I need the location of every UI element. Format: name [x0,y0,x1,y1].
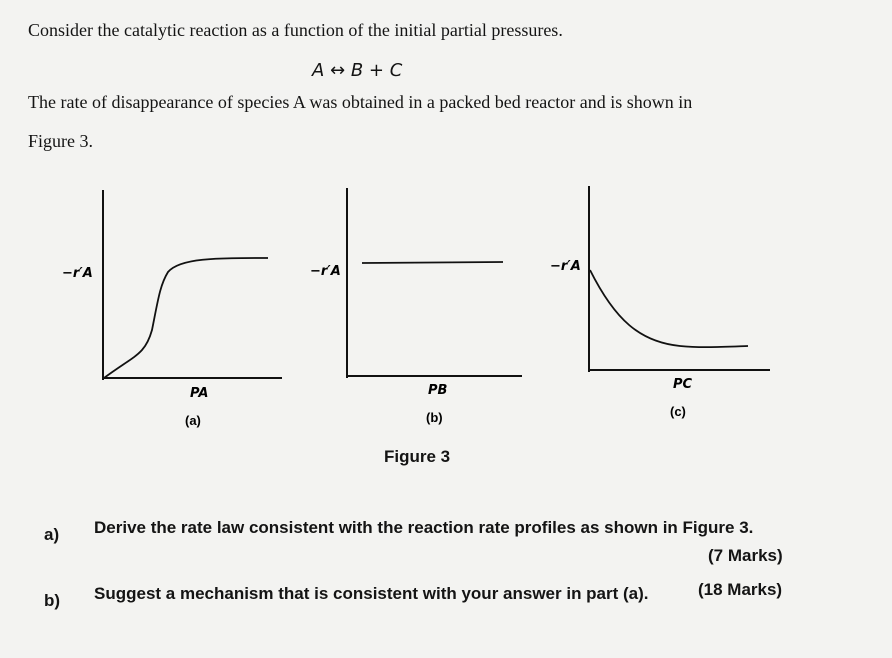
panel-c-letter: (c) [670,404,686,419]
panel-a-letter: (a) [185,413,201,428]
description-line-1: The rate of disappearance of species A was obtained in a packed bed reactor and is shown in [28,92,693,112]
figure-caption: Figure 3 [384,447,451,466]
question-a-text: Derive the rate law consistent with the reaction rate profiles as shown in Figure 3. [94,518,754,537]
reaction-equation: A ↔ B + C [312,60,403,81]
panel-a-curve [104,258,268,378]
panel-b-ylabel: −r′A [310,264,341,279]
description-line-2: Figure 3. [28,131,93,151]
panel-c [550,186,770,419]
question-a-letter: a) [44,525,60,544]
panel-c-curve [590,270,748,347]
panel-b-letter: (b) [426,410,443,425]
intro-text: Consider the catalytic reaction as a function of the initial partial pressures. [28,20,563,40]
question-b-letter: b) [44,591,61,610]
panel-b [310,188,522,425]
panel-b-xlabel: PB [428,383,448,398]
panel-a [62,190,282,428]
panel-b-line [362,262,503,263]
panel-c-xlabel: PC [673,377,693,392]
question-b-text: Suggest a mechanism that is consistent with your answer in part (a). [94,584,649,603]
panel-a-xlabel: PA [190,386,209,401]
panel-a-ylabel: −r′A [62,266,93,281]
panel-c-ylabel: −r′A [550,259,581,274]
question-b-marks: (18 Marks) [698,580,783,599]
question-a-marks: (7 Marks) [708,546,783,565]
